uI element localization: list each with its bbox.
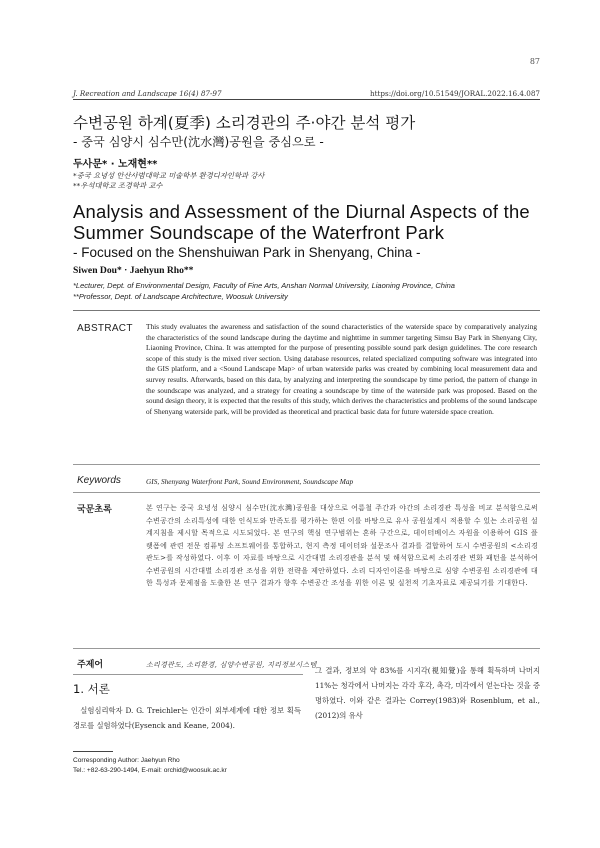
korean-abstract-divider [73,492,540,493]
korean-keywords-divider [73,648,540,649]
korean-subtitle: - 중국 심양시 심수만(沈水灣)공원을 중심으로 - [73,135,324,149]
english-subtitle: - Focused on the Shenshuiwan Park in Shenyang, China - [73,245,421,260]
journal-citation: J. Recreation and Landscape 16(4) 87-97 [73,89,222,98]
doi-link[interactable]: https://doi.org/10.51549/JORAL.2022.16.4.087 [370,89,540,98]
korean-title: 수변공원 하계(夏季) 소리경관의 주·야간 분석 평가 [73,114,416,132]
keywords-text: GIS, Shenyang Waterfront Park, Sound Environment, Soundscape Map [146,477,354,486]
keywords-divider [73,464,540,465]
korean-abstract-label: 국문초록 [77,505,112,515]
korean-keywords-text: 소리경관도, 소리환경, 심양수변공원, 지리정보시스템 [146,661,317,669]
section-heading: 1. 서론 [73,682,110,696]
english-affiliation-1: *Lecturer, Dept. of Environmental Design, Faculty of Fine Arts, Anshan Normal University, Liaoning Province, China [73,281,455,290]
english-authors: Siwen Dou* · Jaehyun Rho** [73,265,194,276]
page-number: 87 [529,57,540,66]
footnote-divider [73,751,113,752]
korean-authors: 두사문* · 노재현** [73,159,158,170]
english-affiliation-2: **Professor, Dept. of Landscape Architecture, Woosuk University [73,292,288,301]
english-title: Analysis and Assessment of the Diurnal Aspects of the Summer Soundscape of the Waterfront Park [73,201,530,243]
body-text-left: 실험심리학자 D. G. Treichler는 인간이 외부세계에 대한 정보 획득경로를 실험하였다(Eysenck and Keane, 2004). [73,706,301,730]
abstract-label: ABSTRACT [77,323,133,334]
korean-affiliation-1: *중국 요녕성 안산사범대학교 미술학부 환경디자인학과 강사 [73,171,265,180]
abstract-text: This study evaluates the awareness and satisfaction of the sound characteristics of the waterside space by comparatively analyzing the characteristics of the sound landscape during the daytime and nighttime in summer targeting Simsu Bay Park in Shenyang City, Liaoning Province, China. It was attempted for the purpose of presenting possible sound park design guidelines. The core research scope of this study is the mixed river section. Using database resources, related specialized computing software was integrated into the GIS platform, and a <Sound Landscape Map> of urban waterside parks was created by combining local measurement data and survey results. Afterwards, based on this data, by analyzing and interpreting the soundscape by time period, the pattern of change in the soundscape was analyzed, and a strategy for creating a soundscape by time of the waterside park was proposed. Based on the sound design theory, it is expected that the results of this study, which derives the characteristics and problems of the sound landscape of Shenyang waterside park, will be provided as theoretical and practical basic data for future waterside space creation. [146,322,537,416]
korean-affiliation-2: **우석대학교 조경학과 교수 [73,181,163,190]
footnote-author: Corresponding Author: Jaehyun Rho [73,757,180,764]
keywords-label: Keywords [77,475,121,486]
abstract-top-divider [73,310,540,311]
korean-abstract-text: 본 연구는 중국 요녕성 심양시 심수만(沈水灣)공원을 대상으로 여름철 주간과 야간의 소리경관 특성을 비교 분석함으로써 수변공간의 소리특성에 대한 인식도와 만족도를 평가하는 한편 이를 바탕으로 유사 공원설계시 적용할 수 있는 소리공원 설계지침을 제시할 목적으로 시도되었다. 본 연구의 핵심 연구범위는 혼하 구간으로, 데이터베이스 자원을 이용하여 GIS 플랫폼에 관련 전문 컴퓨팅 소프트웨어를 통합하고, 현지 측정 데이터와 설문조사 결과를 결합하여 도시 수변공원의 <소리경관도>를 작성하였다. 이후 이 자료를 바탕으로 시간대별 소리경관을 분석 및 해석함으로써 소리경관 변화 패턴을 분석하여 수변공원의 시간대별 소리경관 조성을 위한 전략을 제안하였다. 소리 디자인이론을 바탕으로 심양 수변공원 소리경관에 대한 특성과 문제점을 도출한 본 연구 결과가 향후 수변공간 조성을 위한 이론 및 실천적 기초자료로 제공되기를 기대한다. [146,504,538,587]
body-text-right: 그 결과, 정보의 약 83%를 시지각(視知覺)을 통해 획득하며 나머지 11%는 청각에서 나머지는 각각 후각, 촉각, 미각에서 얻는다는 것을 증명하였다. 이와 같은 결과는 Correy(1983)와 Rosenblum, et al.,(2012)의 유사 [315,666,540,720]
section-divider [73,674,303,675]
footnote-contact: Tel.: +82-63-290-1494, E-mail: orchid@woosuk.ac.kr [73,767,227,774]
header-divider [73,99,540,100]
korean-keywords-label: 주제어 [77,660,104,670]
